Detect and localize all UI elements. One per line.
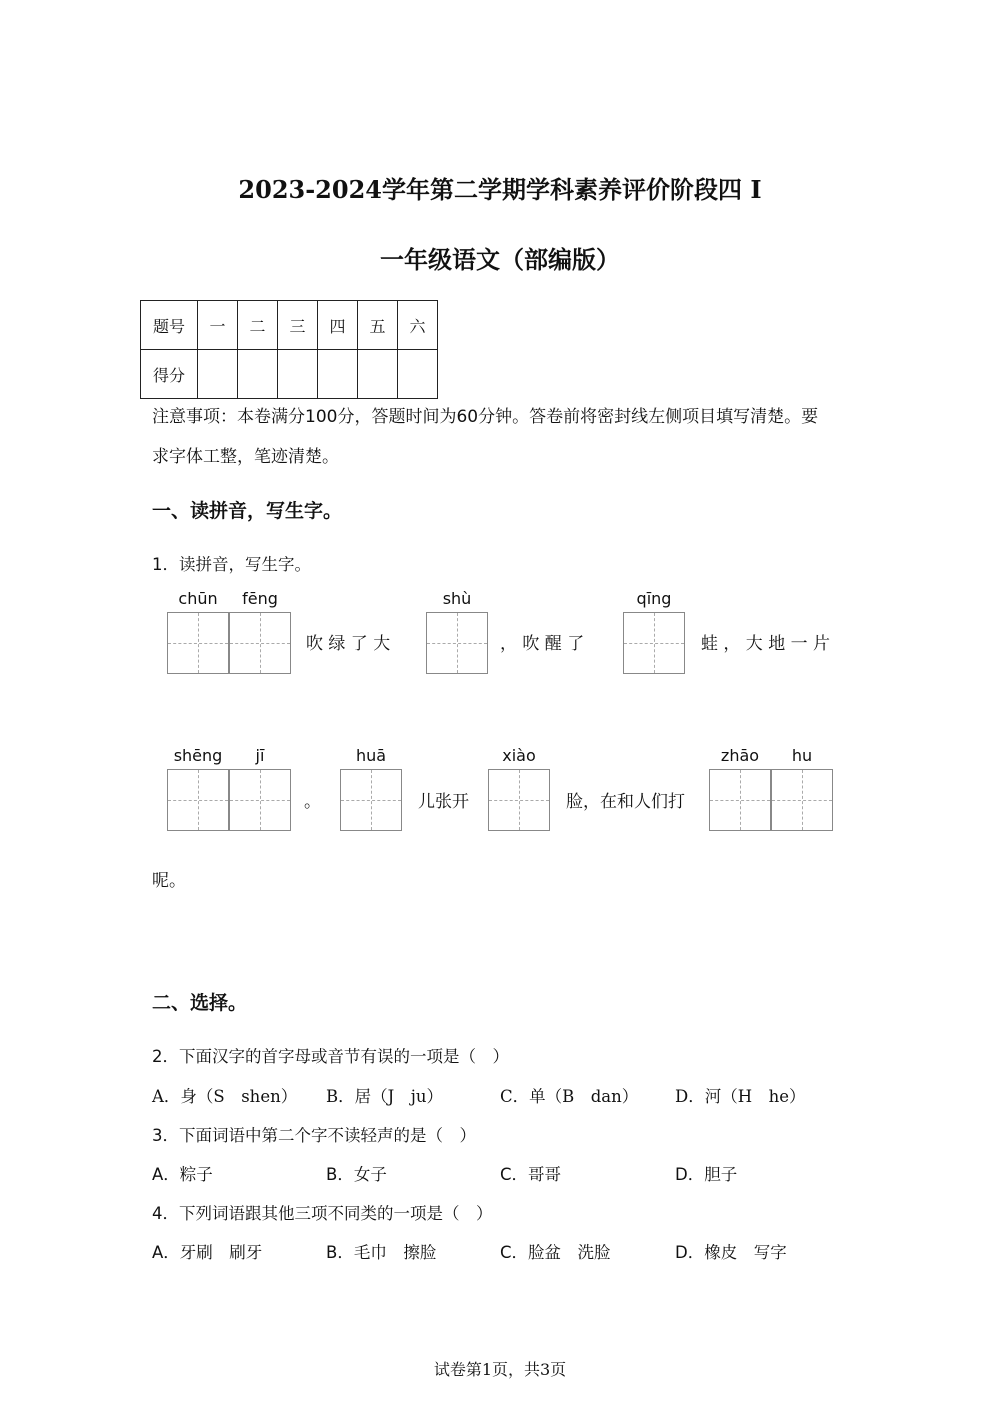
score-table: [140, 300, 438, 399]
exam-title: 2023-2024学年第二学期学科素养评价阶段四 I: [238, 175, 762, 204]
sentence-text: 脸，在和人们打: [566, 792, 685, 812]
sentence-text: ， 吹 醒 了: [500, 634, 585, 654]
sentence-text: 吹 绿 了 大: [306, 634, 391, 654]
option-d[interactable]: D．橡皮 写字: [675, 1243, 787, 1262]
table-cell: 一: [198, 301, 238, 350]
table-cell: 六: [398, 301, 438, 350]
character-writing-box[interactable]: [709, 769, 771, 831]
sentence-text: 。: [304, 792, 321, 812]
notice-text: [152, 397, 852, 477]
score-cell[interactable]: [198, 350, 238, 399]
character-writing-box[interactable]: [623, 612, 685, 674]
character-writing-box[interactable]: [340, 769, 402, 831]
sentence-text: 儿张开: [418, 792, 469, 812]
question-stem: 4．下列词语跟其他三项不同类的一项是（ ）: [152, 1204, 493, 1223]
sentence-text: 呢。: [152, 871, 186, 891]
table-cell: 三: [278, 301, 318, 350]
score-cell[interactable]: [318, 350, 358, 399]
exam-subtitle: 一年级语文（部编版）: [380, 246, 620, 274]
score-table-score-row: [141, 350, 438, 399]
pinyin-label: shēng: [173, 746, 223, 765]
score-cell[interactable]: [238, 350, 278, 399]
option-c[interactable]: C．哥哥: [500, 1165, 562, 1184]
option-a[interactable]: A．牙刷 刷牙: [152, 1243, 263, 1262]
character-writing-box[interactable]: [488, 769, 550, 831]
character-writing-box[interactable]: [771, 769, 833, 831]
option-a[interactable]: A．身（S shen）: [152, 1087, 298, 1106]
pinyin-label: shù: [442, 589, 472, 608]
pinyin-label: qīng: [636, 589, 672, 608]
table-cell: 四: [318, 301, 358, 350]
pinyin-label: jī: [255, 746, 265, 765]
option-d[interactable]: D．河（H he）: [675, 1087, 806, 1106]
page-footer: 试卷第1页，共3页: [433, 1360, 567, 1379]
score-cell[interactable]: [278, 350, 318, 399]
option-b[interactable]: B．毛巾 擦脸: [326, 1243, 437, 1262]
question-stem: 3．下面词语中第二个字不读轻声的是（ ）: [152, 1126, 476, 1145]
character-writing-box[interactable]: [229, 769, 291, 831]
option-d[interactable]: D．胆子: [675, 1165, 738, 1184]
character-writing-box[interactable]: [229, 612, 291, 674]
pinyin-label: chūn: [178, 589, 218, 608]
pinyin-label: xiào: [502, 746, 536, 765]
character-writing-box[interactable]: [426, 612, 488, 674]
option-c[interactable]: C．单（B dan）: [500, 1087, 639, 1106]
sentence-text: 蛙 ， 大 地 一 片: [701, 634, 831, 654]
question-stem: 2．下面汉字的首字母或音节有误的一项是（ ）: [152, 1047, 509, 1066]
table-cell: 五: [358, 301, 398, 350]
table-cell: 题号: [141, 301, 198, 350]
option-b[interactable]: B．女子: [326, 1165, 387, 1184]
pinyin-label: zhāo: [720, 746, 760, 765]
section-heading: 二、选择。: [152, 992, 248, 1014]
notice-line: 求字体工整，笔迹清楚。: [152, 447, 339, 467]
question-stem: 1．读拼音，写生字。: [152, 555, 311, 574]
option-c[interactable]: C．脸盆 洗脸: [500, 1243, 611, 1262]
pinyin-label: huā: [355, 746, 387, 765]
option-a[interactable]: A．粽子: [152, 1165, 213, 1184]
score-table-header-row: [141, 301, 438, 350]
pinyin-label: hu: [791, 746, 813, 765]
character-writing-box[interactable]: [167, 769, 229, 831]
score-cell[interactable]: [398, 350, 438, 399]
section-heading: 一、读拼音，写生字。: [152, 500, 343, 522]
score-cell[interactable]: [358, 350, 398, 399]
pinyin-label: fēng: [242, 589, 278, 608]
table-cell: 二: [238, 301, 278, 350]
option-b[interactable]: B．居（J ju）: [326, 1087, 443, 1106]
character-writing-box[interactable]: [167, 612, 229, 674]
table-cell: 得分: [141, 350, 198, 399]
notice-line: 注意事项：本卷满分100分，答题时间为60分钟。答卷前将密封线左侧项目填写清楚。要: [152, 407, 819, 427]
